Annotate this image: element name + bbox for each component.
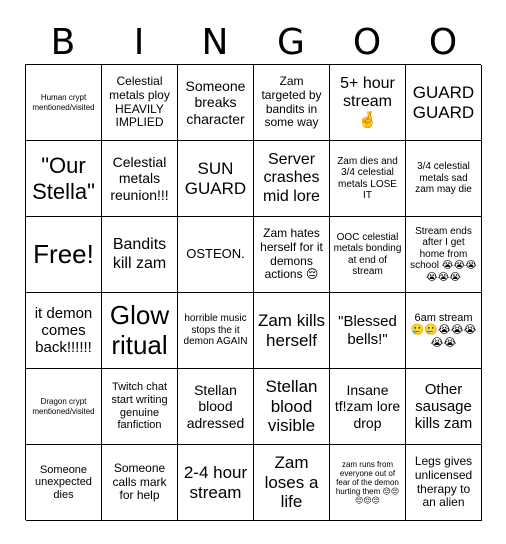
bingo-cell[interactable]: Someone breaks character [178,65,254,141]
bingo-cell[interactable]: Bandits kill zam [102,217,178,293]
bingo-cell[interactable]: zam runs from everyone out of fear of the demon hurting them 😔😔😔😔😔 [330,445,406,521]
bingo-cell[interactable]: Free! [26,217,102,293]
bingo-cell[interactable]: Other sausage kills zam [406,369,482,445]
bingo-cell[interactable]: Server crashes mid lore [254,141,330,217]
bingo-cell[interactable]: 2-4 hour stream [178,445,254,521]
bingo-cell[interactable]: OOC celestial metals bonding at end of stream [330,217,406,293]
header-letter: G [277,22,305,63]
header-letter: N [201,22,229,63]
bingo-cell[interactable]: SUN GUARD [178,141,254,217]
header-letter: O [428,22,458,63]
bingo-cell[interactable]: Celestial metals ploy HEAVILY IMPLIED [102,65,178,141]
bingo-grid [25,64,481,520]
bingo-cell[interactable]: Zam hates herself for it demons actions 😔 [254,217,330,293]
bingo-cell[interactable]: Twitch chat start writing genuine fanfiction [102,369,178,445]
bingo-cell[interactable]: 6am stream 🥲🥲😭😭😭😭😭 [406,293,482,369]
bingo-cell[interactable]: 5+ hour stream 🤞 [330,65,406,141]
bingo-cell[interactable]: Human crypt mentioned/visited [26,65,102,141]
bingo-cell[interactable]: Zam loses a life [254,445,330,521]
bingo-cell[interactable]: Dragon crypt mentioned/visited [26,369,102,445]
bingo-cell[interactable]: OSTEON. [178,217,254,293]
bingo-cell[interactable]: Someone unexpected dies [26,445,102,521]
bingo-cell[interactable]: Zam kills herself [254,293,330,369]
bingo-cell[interactable]: Stream ends after I get home from school 😭😭😭😭😭😭 [406,217,482,293]
bingo-cell[interactable]: Zam targeted by bandits in some way [254,65,330,141]
bingo-cell[interactable]: Stellan blood adressed [178,369,254,445]
bingo-cell[interactable]: Legs gives unlicensed therapy to an alien [406,445,482,521]
bingo-cell[interactable]: GUARD GUARD [406,65,482,141]
bingo-cell[interactable]: "Our Stella" [26,141,102,217]
bingo-cell[interactable]: horrible music stops the it demon AGAIN [178,293,254,369]
bingo-cell[interactable]: Stellan blood visible [254,369,330,445]
bingo-cell[interactable]: Celestial metals reunion!!! [102,141,178,217]
header-letter: I [133,22,145,63]
bingo-cell[interactable]: 3/4 celestial metals sad zam may die [406,141,482,217]
header-letter: B [50,22,76,63]
bingo-cell[interactable]: Glow ritual [102,293,178,369]
bingo-header [25,22,481,64]
bingo-cell[interactable]: it demon comes back!!!!!! [26,293,102,369]
bingo-cell[interactable]: "Blessed bells!" [330,293,406,369]
header-letter: O [352,22,382,63]
bingo-cell[interactable]: Zam dies and 3/4 celestial metals LOSE IT [330,141,406,217]
bingo-cell[interactable]: Someone calls mark for help [102,445,178,521]
bingo-cell[interactable]: Insane tf!zam lore drop [330,369,406,445]
